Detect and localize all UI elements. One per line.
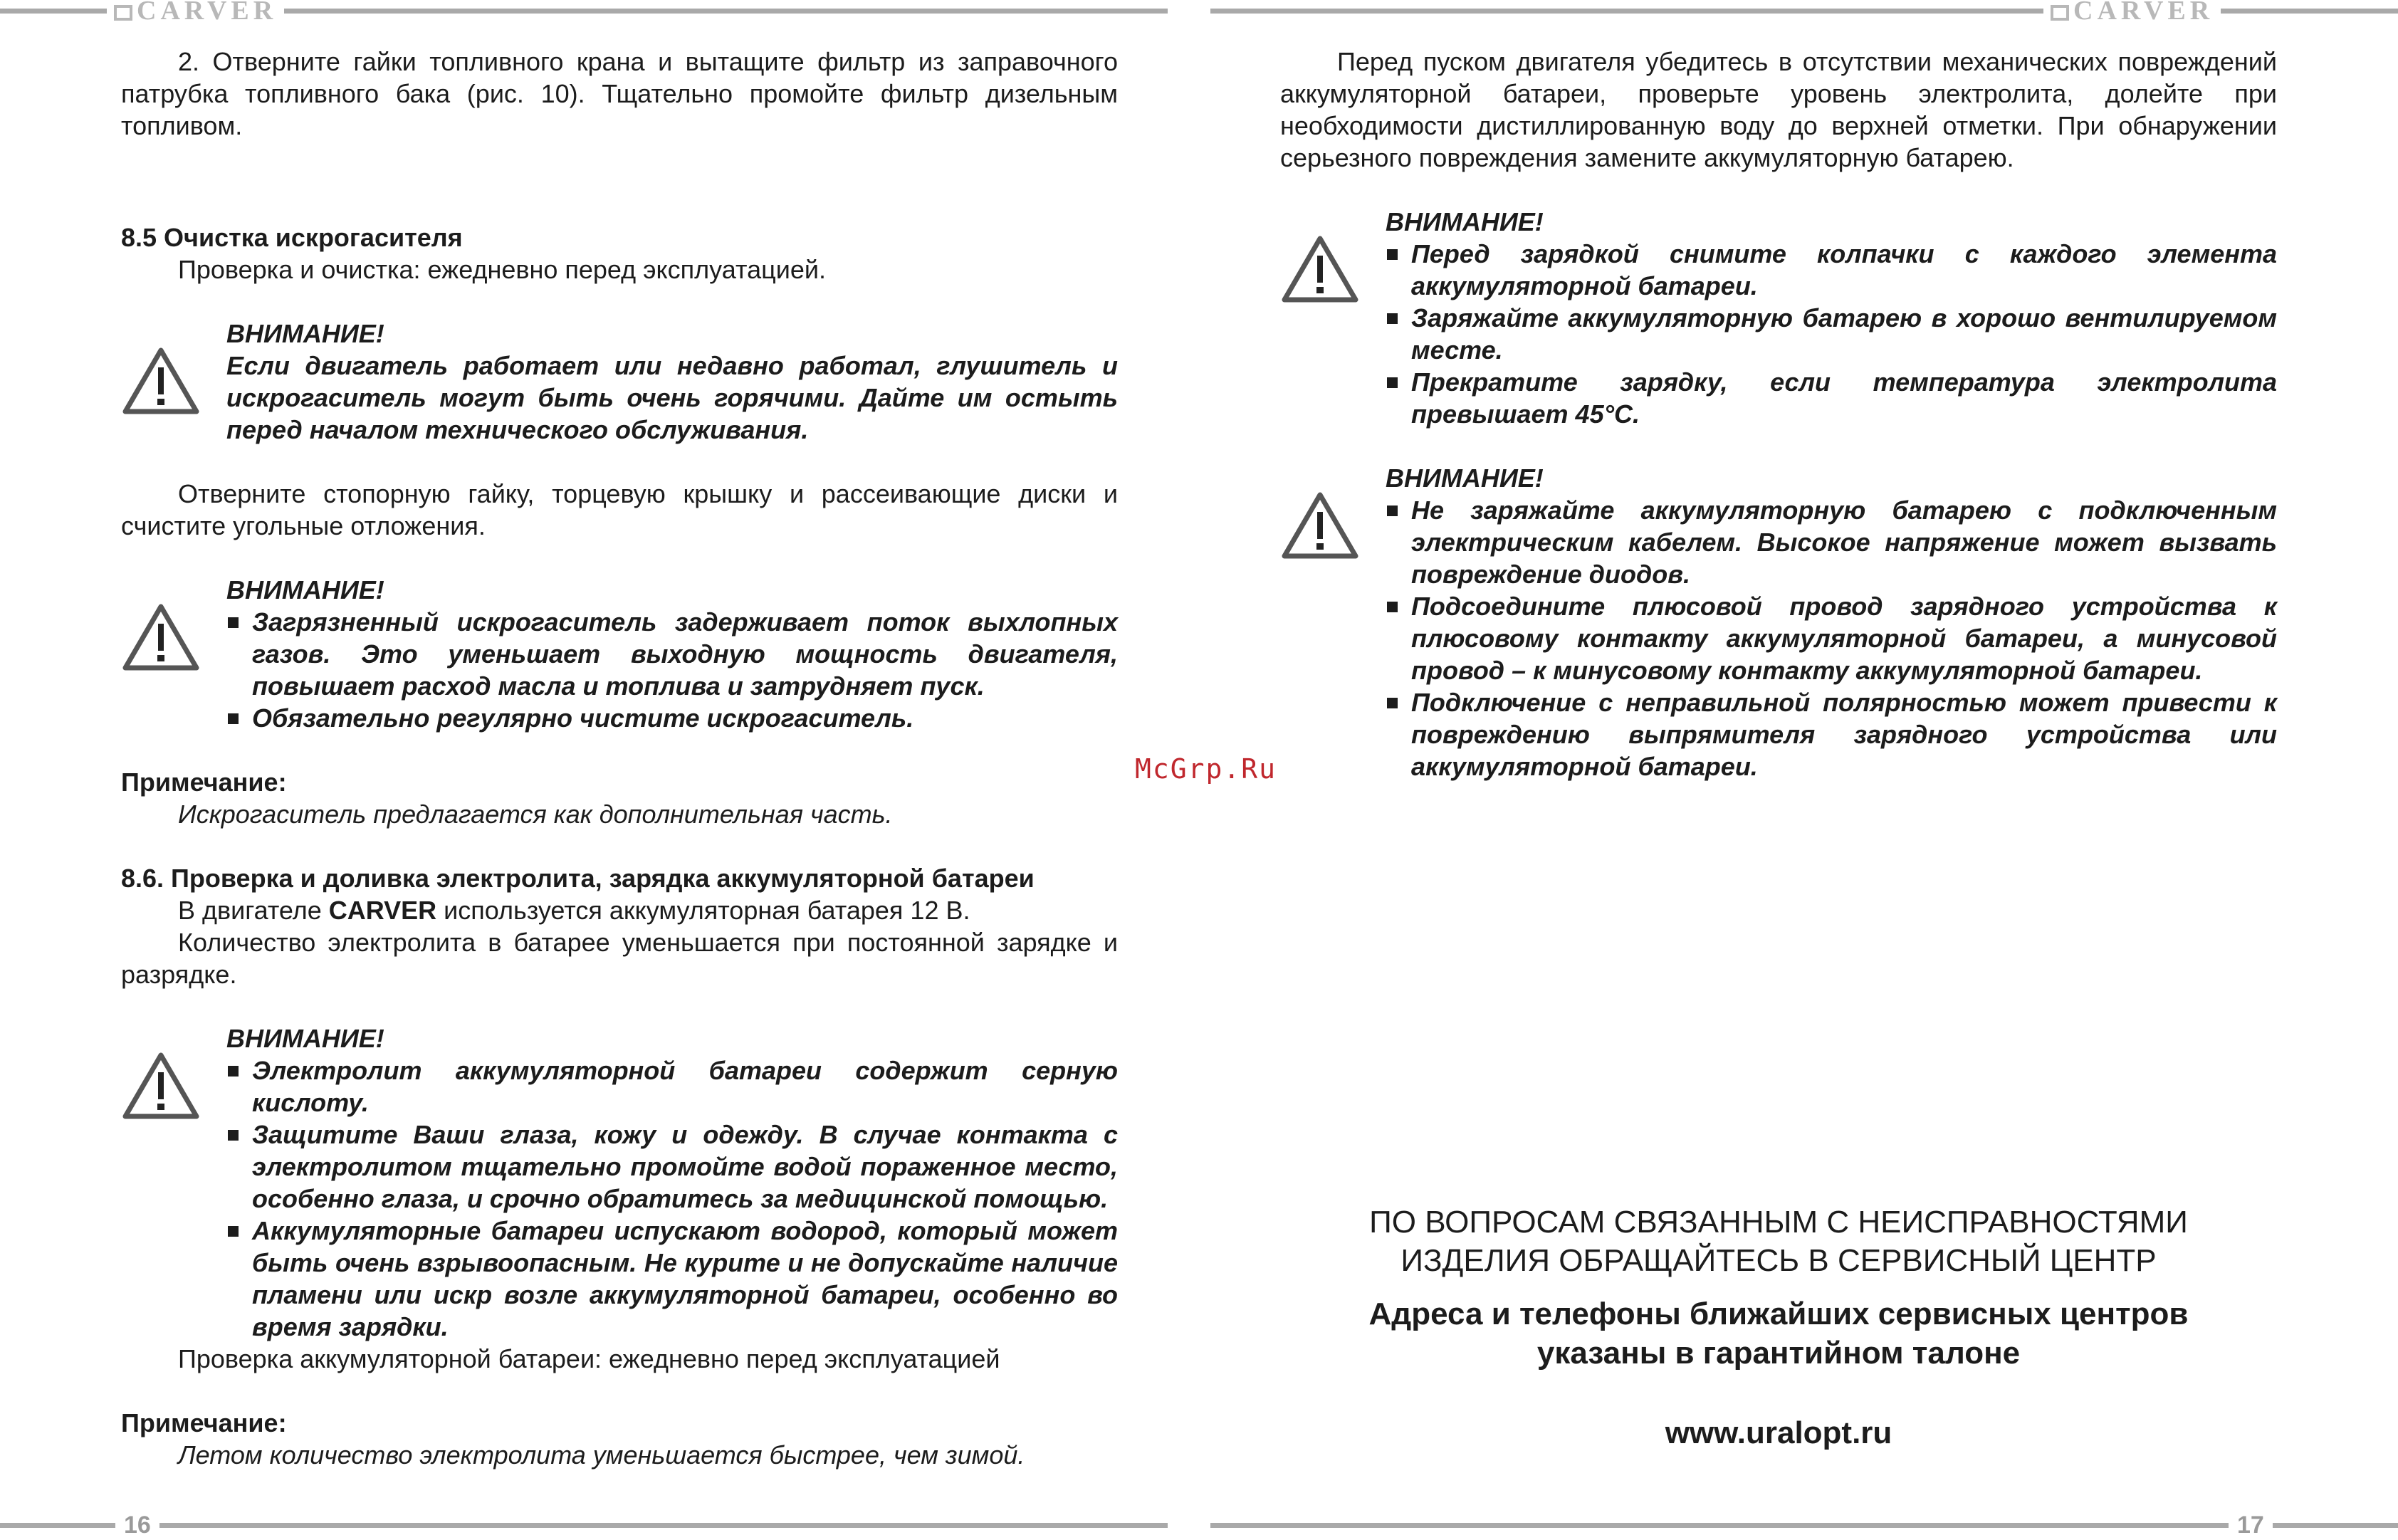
service-address-notice [1280,1294,2277,1373]
footer-rule-left [0,1523,1168,1528]
warning-block-hot-muffler [121,318,1118,446]
footer-rule-right [1210,1523,2398,1528]
note-title: Примечание: [121,768,287,797]
warning-title: ВНИМАНИЕ! [226,1024,384,1053]
note-text: Искрогаситель предлагается как дополнительная часть. [178,800,893,829]
note-title: Примечание: [121,1408,287,1437]
paragraph-unscrew-nut: Отверните стопорную гайку, торцевую крышку и рассеивающие диски и счистите угольные отложения. [121,479,1118,540]
warning-triangle-icon [1280,234,1360,304]
page-number-right: 17 [2229,1511,2273,1539]
note-text: Летом количество электролита уменьшается быстрее, чем зимой. [178,1440,1025,1470]
warning-list-item: Аккумуляторные батареи испускают водород, который может быть очень взрывоопасным. Не курите и не допускайте наличие пламени или искр возле аккумуляторной батареи, особенно во время зарядки. [226,1215,1118,1343]
warning-triangle-icon [121,1051,201,1121]
paragraph-check-daily: Проверка и очистка: ежедневно перед эксплуатацией. [178,255,826,284]
warning-list-item: Подсоедините плюсовой провод зарядного устройства к плюсовому контакту аккумуляторной батареи, а минусовой провод – к минусовому контакту аккумуляторной батареи. [1386,590,2277,686]
brand-name: CARVER [328,896,437,925]
service-line: ПО ВОПРОСАМ СВЯЗАННЫМ С НЕИСПРАВНОСТЯМИ [1369,1205,2188,1240]
warning-block-acid [121,1022,1118,1343]
paragraph-battery-12v: В двигателе CARVER используется аккумуляторная батарея 12 В. [178,896,970,925]
paragraph-before-start: Перед пуском двигателя убедитесь в отсутствии механических повреждений аккумуляторной батареи, проверьте уровень электролита, долейте при необходимости дистиллированную воду до верхней отметки. При обнаружении серьезного повреждения замените аккумуляторную батарею. [1280,47,2277,172]
warning-list-item: Прекратите зарядку, если температура электролита превышает 45°C. [1386,366,2277,430]
warning-text: Если двигатель работает или недавно работал, глушитель и искрогаситель могут быть очень горячими. Дайте им остыть перед началом технического обслуживания. [226,351,1118,444]
section-heading-8-5: 8.5 Очистка искрогасителя [121,223,463,252]
logo-mark-icon [114,5,132,21]
warning-triangle-icon [121,602,201,672]
watermark-text: McGrp.Ru [1135,753,1277,785]
warning-block-dirty-arrester [121,574,1118,734]
warning-list-item: Электролит аккумуляторной батареи содержит серную кислоту. [226,1054,1118,1119]
warning-title: ВНИМАНИЕ! [1386,207,1544,236]
warning-title: ВНИМАНИЕ! [226,319,384,348]
carver-logo-left: CARVER [107,0,284,23]
warning-list-item: Не заряжайте аккумуляторную батарею с подключенным электрическим кабелем. Высокое напряжение может вызвать повреждение диодов. [1386,494,2277,590]
warning-list-item: Заряжайте аккумуляторную батарею в хорошо вентилируемом месте. [1386,302,2277,366]
warning-list-item: Обязательно регулярно чистите искрогаситель. [226,702,1118,734]
warning-block-charging [1280,206,2277,430]
website-link[interactable]: www.uralopt.ru [1665,1415,1892,1450]
section-heading-8-6: 8.6. Проверка и доливка электролита, зарядка аккумуляторной батареи [121,864,1035,893]
warning-list-item: Защитите Ваши глаза, кожу и одежду. В случае контакта с электролитом тщательно промойте водой пораженное место, особенно глаза, и срочно обратитесь за медицинской помощью. [226,1119,1118,1215]
paragraph-electrolite-decrease: Количество электролита в батарее уменьшается при постоянной зарядке и разрядке. [121,928,1118,989]
warning-triangle-icon [121,346,201,416]
service-notice [1280,1203,2277,1280]
address-line: указаны в гарантийном талоне [1536,1336,2021,1371]
page-number-left: 16 [115,1511,159,1539]
warning-list-item: Перед зарядкой снимите колпачки с каждого элемента аккумуляторной батареи. [1386,238,2277,302]
paragraph-battery-check-daily: Проверка аккумуляторной батареи: ежедневно перед эксплуатацией [178,1344,1000,1373]
warning-title: ВНИМАНИЕ! [1386,463,1544,493]
warning-list-item: Подключение с неправильной полярностью может привести к повреждению выпрямителя зарядного устройства или аккумуляторной батареи. [1386,686,2277,782]
address-line: Адреса и телефоны ближайших сервисных центров [1368,1297,2189,1331]
left-page [121,46,1118,1471]
warning-title: ВНИМАНИЕ! [226,575,384,604]
warning-block-polarity [1280,462,2277,782]
warning-triangle-icon [1280,491,1360,560]
right-page [1280,46,2277,782]
paragraph-fuel-filter: 2. Отверните гайки топливного крана и вытащите фильтр из заправочного патрубка топливного бака (рис. 10). Тщательно промойте фильтр дизельным топливом. [121,47,1118,140]
service-line: ИЗДЕЛИЯ ОБРАЩАЙТЕСЬ В СЕРВИСНЫЙ ЦЕНТР [1400,1243,2157,1278]
warning-list-item: Загрязненный искрогаситель задерживает поток выхлопных газов. Это уменьшает выходную мощность двигателя, повышает расход масла и топлива и затрудняет пуск. [226,606,1118,702]
carver-logo-right: CARVER [2043,0,2221,23]
logo-mark-icon [2051,5,2069,21]
